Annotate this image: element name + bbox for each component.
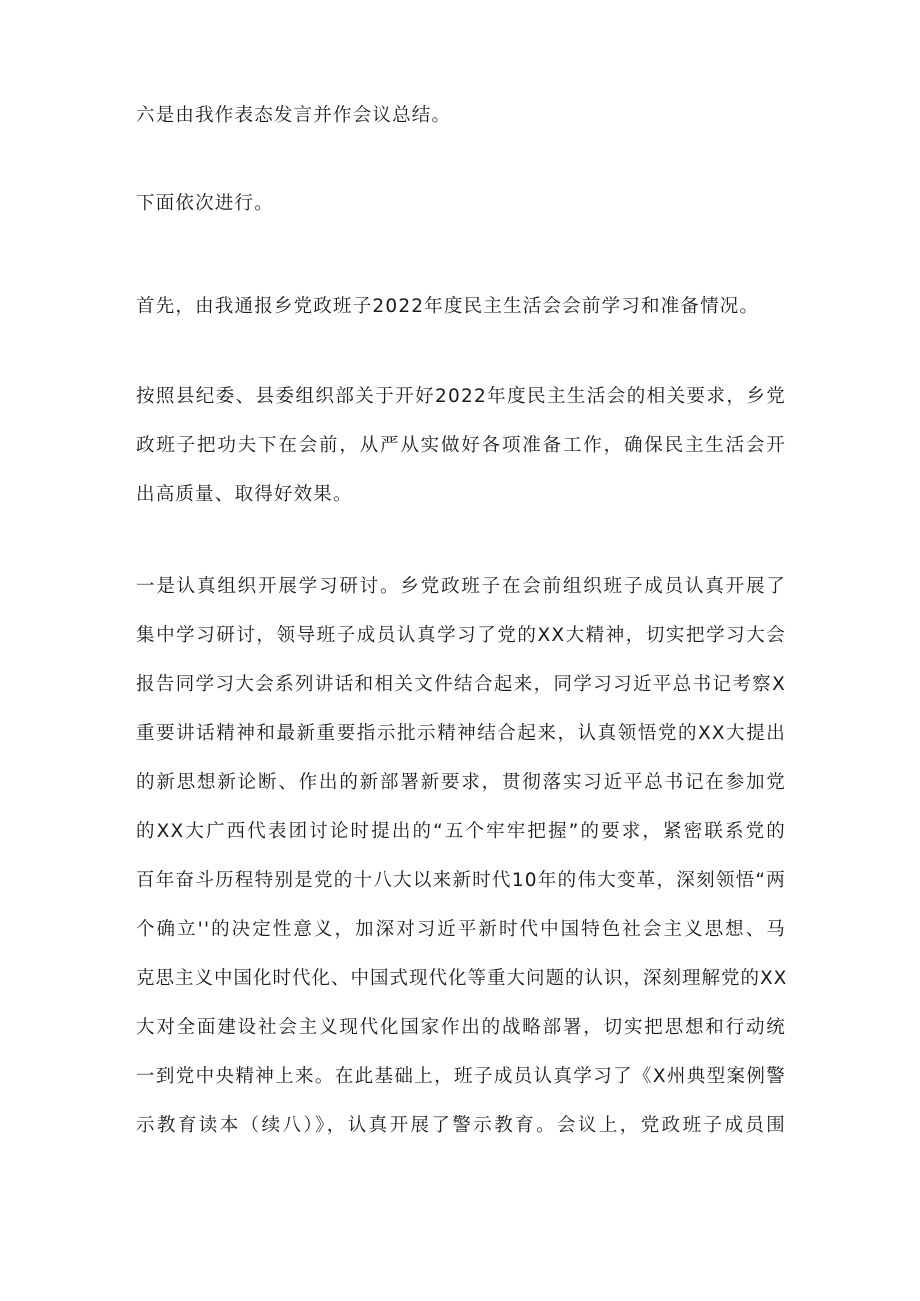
paragraph-5-line-3: 报告同学习大会系列讲话和相关文件结合起来，同学习习近平总书记考察X [136, 674, 786, 695]
paragraph-5-line-6: 的XX大广西代表团讨论时提出的“五个牢牢把握”的要求，紧密联系党的 [136, 821, 786, 842]
paragraph-3-line-1: 首先，由我通报乡党政班子2022年度民主生活会会前学习和准备情况。 [136, 296, 760, 317]
paragraph-5-line-12: 示教育读本（续八）》，认真开展了警示教育。会议上，党政班子成员围 [136, 1115, 786, 1136]
paragraph-5-line-11: 一到党中央精神上来。在此基础上，班子成员认真学习了《X州典型案例警 [136, 1066, 786, 1087]
paragraph-1-line-1: 六是由我作表态发言并作会议总结。 [136, 105, 452, 126]
paragraph-5-line-1: 一是认真组织开展学习研讨。乡党政班子在会前组织班子成员认真开展了 [136, 576, 786, 597]
paragraph-5-line-9: 克思主义中国化时代化、中国式现代化等重大问题的认识，深刻理解党的XX [136, 968, 788, 989]
paragraph-4-line-2: 政班子把功夫下在会前，从严从实做好各项准备工作，确保民主生活会开 [136, 435, 786, 456]
paragraph-4-line-1: 按照县纪委、县委组织部关于开好2022年度民主生活会的相关要求，乡党 [136, 386, 786, 407]
paragraph-5-line-7: 百年奋斗历程特别是党的十八大以来新时代10年的伟大变革，深刻领悟“两 [136, 870, 786, 891]
paragraph-5-line-2: 集中学习研讨，领导班子成员认真学习了党的XX大精神，切实把学习大会 [136, 625, 786, 646]
paragraph-5-line-10: 大对全面建设社会主义现代化国家作出的战略部署，切实把思想和行动统 [136, 1017, 786, 1038]
paragraph-5-line-8: 个确立''的决定性意义，加深对习近平新时代中国特色社会主义思想、马 [136, 919, 786, 940]
paragraph-5-line-4: 重要讲话精神和最新重要指示批示精神结合起来，认真领悟党的XX大提出 [136, 723, 786, 744]
paragraph-5-line-5: 的新思想新论断、作出的新部署新要求，贯彻落实习近平总书记在参加党 [136, 772, 786, 793]
paragraph-2-line-1: 下面依次进行。 [136, 193, 274, 214]
paragraph-4-line-3: 出高质量、取得好效果。 [136, 484, 353, 505]
